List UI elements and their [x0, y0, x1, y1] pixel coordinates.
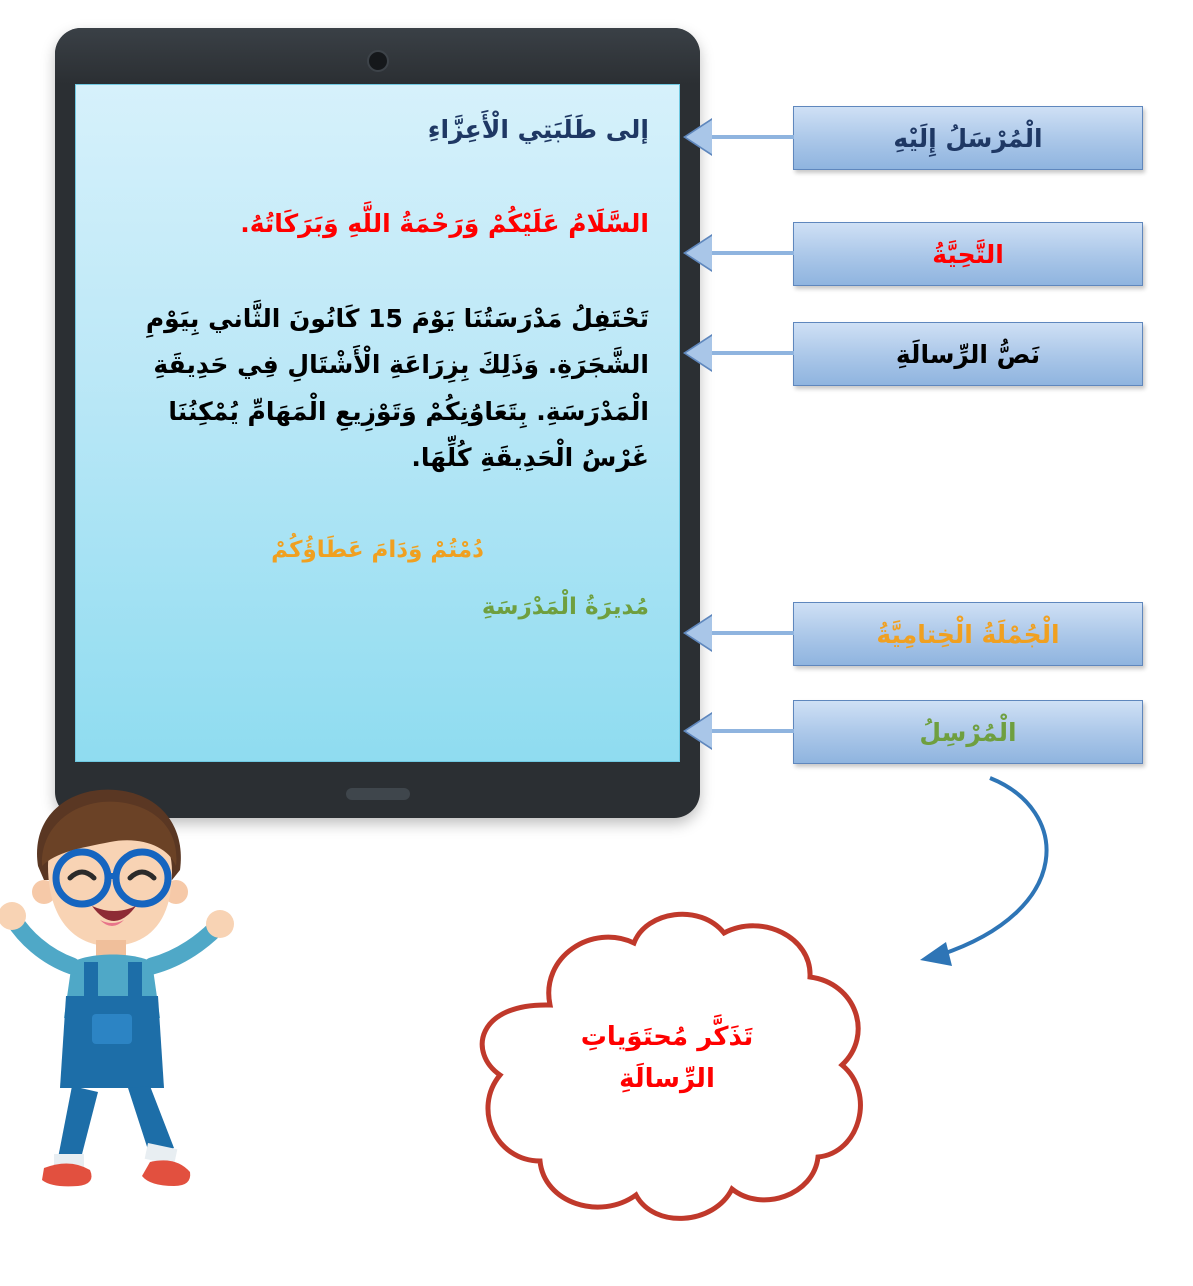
arrow-head-greeting: [686, 236, 712, 270]
cloud-text-line2: الرِّسالَةِ: [619, 1063, 715, 1094]
letter-closing: دُمْتُمْ وَدَامَ عَطَاؤُكُمْ: [271, 537, 484, 563]
arrow-line-sender: [712, 729, 794, 733]
arrow-head-recipient: [686, 120, 712, 154]
label-text: نَصُّ الرِّسالَةِ: [895, 339, 1041, 369]
arrow-head-closing: [686, 616, 712, 650]
boy-illustration: [0, 770, 250, 1210]
tablet-device: [55, 28, 700, 818]
label-box-body: [793, 322, 1143, 386]
label-text: الْمُرْسَلُ إِلَيْهِ: [893, 123, 1043, 153]
arrow-line-recipient: [712, 135, 794, 139]
arrow-line-body: [712, 351, 794, 355]
letter-greeting: السَّلَامُ عَلَيْكُمْ وَرَحْمَةُ اللَّهِ وَبَرَكَاتُهُ.: [240, 208, 649, 238]
tablet-screen: [75, 84, 680, 762]
arrow-head-body: [686, 336, 712, 370]
label-box-closing: [793, 602, 1143, 666]
letter-sender: مُديرَةُ الْمَدْرَسَةِ: [481, 593, 649, 620]
label-text: الْمُرْسِلُ: [919, 717, 1017, 747]
label-box-recipient: [793, 106, 1143, 170]
thought-cloud: [432, 895, 902, 1245]
arrow-line-greeting: [712, 251, 794, 255]
letter-body: تَحْتَفِلُ مَدْرَسَتُنَا يَوْمَ 15 كَانُونَ الثَّاني بِيَوْمِ الشَّجَرَةِ. وَذَلِكَ بِزِرَاعَةِ الْأَشْتَالِ فِي حَدِيقَةِ الْمَدْرَسَةِ. بِتَعَاوُنِكُمْ وَتَوْزِيعِ الْمَهَامِّ يُمْكِنُنَا غَرْسُ الْحَدِيقَةِ كُلِّهَا.: [145, 304, 649, 472]
home-button-icon[interactable]: [346, 788, 410, 800]
label-box-greeting: [793, 222, 1143, 286]
label-text: الْجُمْلَةُ الْخِتامِيَّةُ: [876, 619, 1060, 649]
label-box-sender: [793, 700, 1143, 764]
label-text: التَّحِيَّةُ: [932, 239, 1004, 269]
letter-recipient: إلى طَلَبَتِي الْأَعِزَّاءِ: [427, 115, 649, 144]
cloud-text-line1: تَذَكَّر مُحتَوَياتِ: [580, 1022, 754, 1052]
arrow-head-sender: [686, 714, 712, 748]
cloud-text: [432, 1017, 902, 1100]
camera-icon: [367, 50, 389, 72]
arrow-line-closing: [712, 631, 794, 635]
